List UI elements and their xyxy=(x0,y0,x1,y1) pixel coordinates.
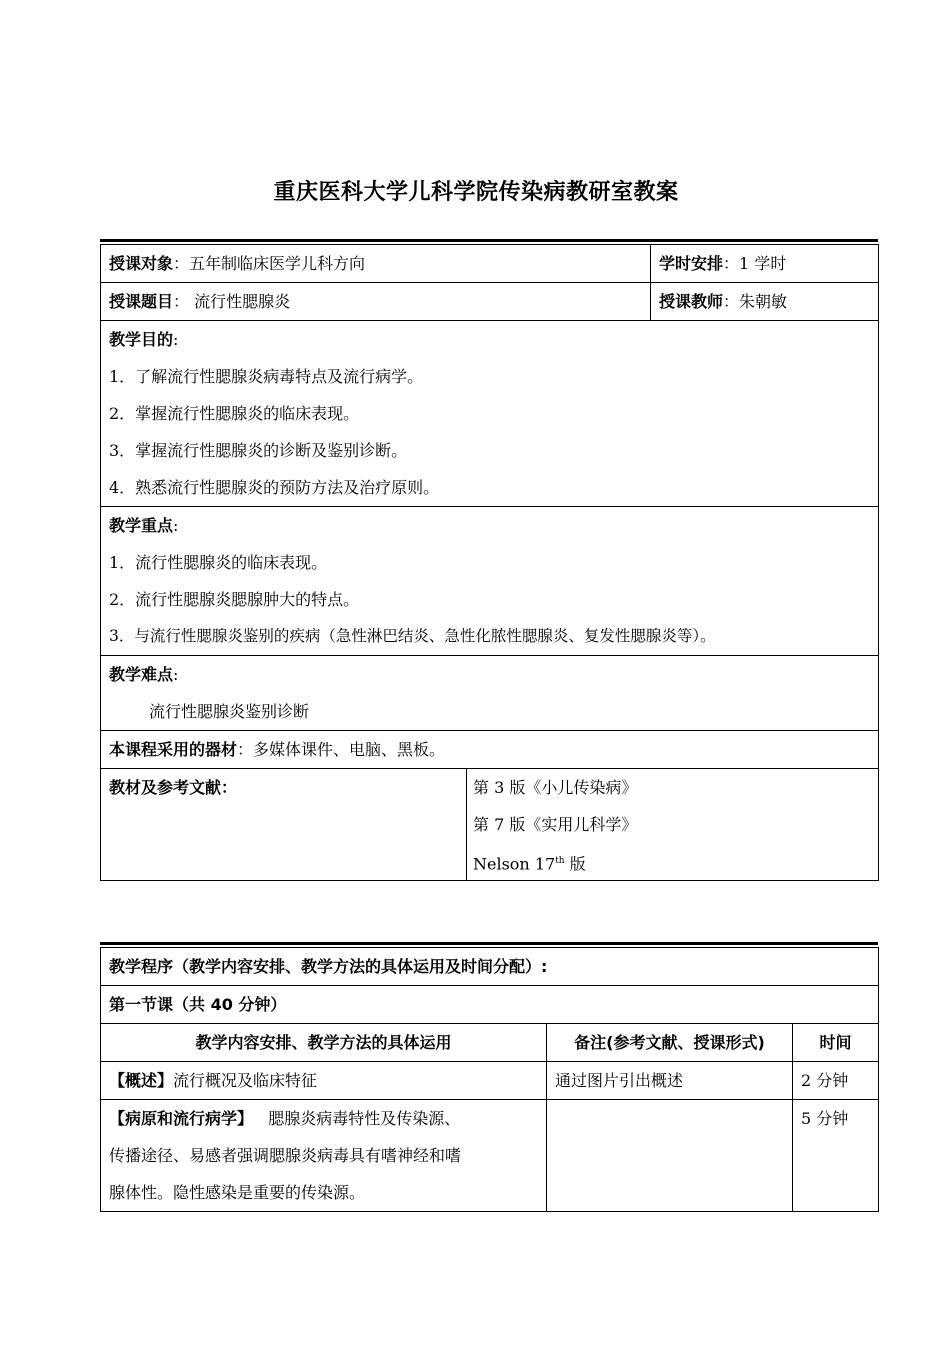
objective-item: 4．熟悉流行性腮腺炎的预防方法及治疗原则。 xyxy=(109,478,440,497)
procedure-table xyxy=(100,947,879,1212)
note-cell xyxy=(547,1100,793,1212)
content-cell xyxy=(101,1062,547,1100)
reference-item-nelson: Nelson 17th 版 xyxy=(473,854,586,874)
teacher-value: 朱朝敏 xyxy=(739,292,788,311)
table-row xyxy=(101,948,879,986)
table-row xyxy=(101,986,879,1024)
row-text: 传播途径、易感者强调腮腺炎病毒具有嗜神经和嗜 xyxy=(109,1146,462,1165)
difficulties-cell: 教学难点: 流行性腮腺炎鉴别诊断 xyxy=(101,656,879,731)
lesson-info-table xyxy=(100,244,879,881)
teacher-cell: 授课教师：朱朝敏 xyxy=(651,283,879,321)
section-heading: 第一节课（共 40 分钟） xyxy=(101,986,879,1024)
time-cell: 2 分钟 xyxy=(793,1062,879,1100)
audience-label: 授课对象 xyxy=(109,254,174,273)
table-row xyxy=(101,769,879,881)
topic-cell: 授课题目： 流行性腮腺炎 xyxy=(101,283,651,321)
difficulties-heading: 教学难点 xyxy=(109,665,174,684)
teacher-label: 授课教师 xyxy=(659,292,724,311)
audience-cell: 授课对象：五年制临床医学儿科方向 xyxy=(101,245,651,283)
column-header: 教学内容安排、教学方法的具体运用 xyxy=(101,1024,547,1062)
page-title: 重庆医科大学儿科学院传染病教研室教案 xyxy=(273,180,679,205)
topic-value: 流行性腮腺炎 xyxy=(194,292,291,311)
time-cell: 5 分钟 xyxy=(793,1100,879,1212)
objective-item: 1．了解流行性腮腺炎病毒特点及流行病学。 xyxy=(109,367,424,386)
procedure-heading: 教学程序（教学内容安排、教学方法的具体运用及时间分配）: xyxy=(101,948,879,986)
objective-item: 2．掌握流行性腮腺炎的临床表现。 xyxy=(109,404,360,423)
row-text: 腺体性。隐性感染是重要的传染源。 xyxy=(109,1183,366,1202)
note-cell: 通过图片引出概述 xyxy=(547,1062,793,1100)
equipment-cell: 本课程采用的器材：多媒体课件、电脑、黑板。 xyxy=(101,731,879,769)
row-text: 腮腺炎病毒特性及传染源、 xyxy=(268,1109,461,1128)
difficulties-text: 流行性腮腺炎鉴别诊断 xyxy=(149,702,310,721)
references-label: 教材及参考文献： xyxy=(109,778,238,797)
equipment-value: 多媒体课件、电脑、黑板。 xyxy=(253,740,446,759)
key-points-heading: 教学重点 xyxy=(109,516,174,535)
table-row xyxy=(101,321,879,507)
audience-value: 五年制临床医学儿科方向 xyxy=(189,254,366,273)
references-list-cell xyxy=(467,769,879,881)
reference-item: 第 7 版《实用儿科学》 xyxy=(473,815,638,834)
key-point-item: 1．流行性腮腺炎的临床表现。 xyxy=(109,553,328,572)
column-header: 时间 xyxy=(793,1024,879,1062)
key-points-cell: 教学重点: 1．流行性腮腺炎的临床表现。 2．流行性腮腺炎腮腺肿大的特点。 3．与流行性腮腺炎鉴别的疾病（急性淋巴结炎、急性化脓性腮腺炎、复发性腮腺炎等）。 xyxy=(101,507,879,656)
table-top-rule xyxy=(100,239,878,242)
row-title: 【病原和流行病学】 xyxy=(109,1109,254,1128)
table-row xyxy=(101,283,879,321)
objectives-cell: 教学目的: 1．了解流行性腮腺炎病毒特点及流行病学。 2．掌握流行性腮腺炎的临床表现。 3．掌握流行性腮腺炎的诊断及鉴别诊断。 4．熟悉流行性腮腺炎的预防方法及治疗原则。 xyxy=(101,321,879,507)
hours-value: 1 学时 xyxy=(739,254,787,273)
row-text: 流行概况及临床特征 xyxy=(173,1071,318,1090)
table-row xyxy=(101,245,879,283)
table-row xyxy=(101,507,879,656)
table-row xyxy=(101,731,879,769)
objective-item: 3．掌握流行性腮腺炎的诊断及鉴别诊断。 xyxy=(109,441,408,460)
references-label-cell xyxy=(101,769,467,881)
table-row xyxy=(101,1062,879,1100)
table-header-row xyxy=(101,1024,879,1062)
reference-item: 第 3 版《小儿传染病》 xyxy=(473,778,638,797)
hours-label: 学时安排 xyxy=(659,254,724,273)
objectives-heading: 教学目的 xyxy=(109,330,174,349)
equipment-label: 本课程采用的器材 xyxy=(109,740,238,759)
key-point-item: 2．流行性腮腺炎腮腺肿大的特点。 xyxy=(109,590,360,609)
table-row xyxy=(101,1100,879,1212)
row-title: 【概述】 xyxy=(109,1071,174,1090)
key-point-item: 3．与流行性腮腺炎鉴别的疾病（急性淋巴结炎、急性化脓性腮腺炎、复发性腮腺炎等）。 xyxy=(109,627,716,645)
table-top-rule xyxy=(100,942,878,945)
table-row xyxy=(101,656,879,731)
content-cell xyxy=(101,1100,547,1212)
hours-cell: 学时安排：1 学时 xyxy=(651,245,879,283)
column-header: 备注(参考文献、授课形式) xyxy=(547,1024,793,1062)
topic-label: 授课题目 xyxy=(109,292,174,311)
